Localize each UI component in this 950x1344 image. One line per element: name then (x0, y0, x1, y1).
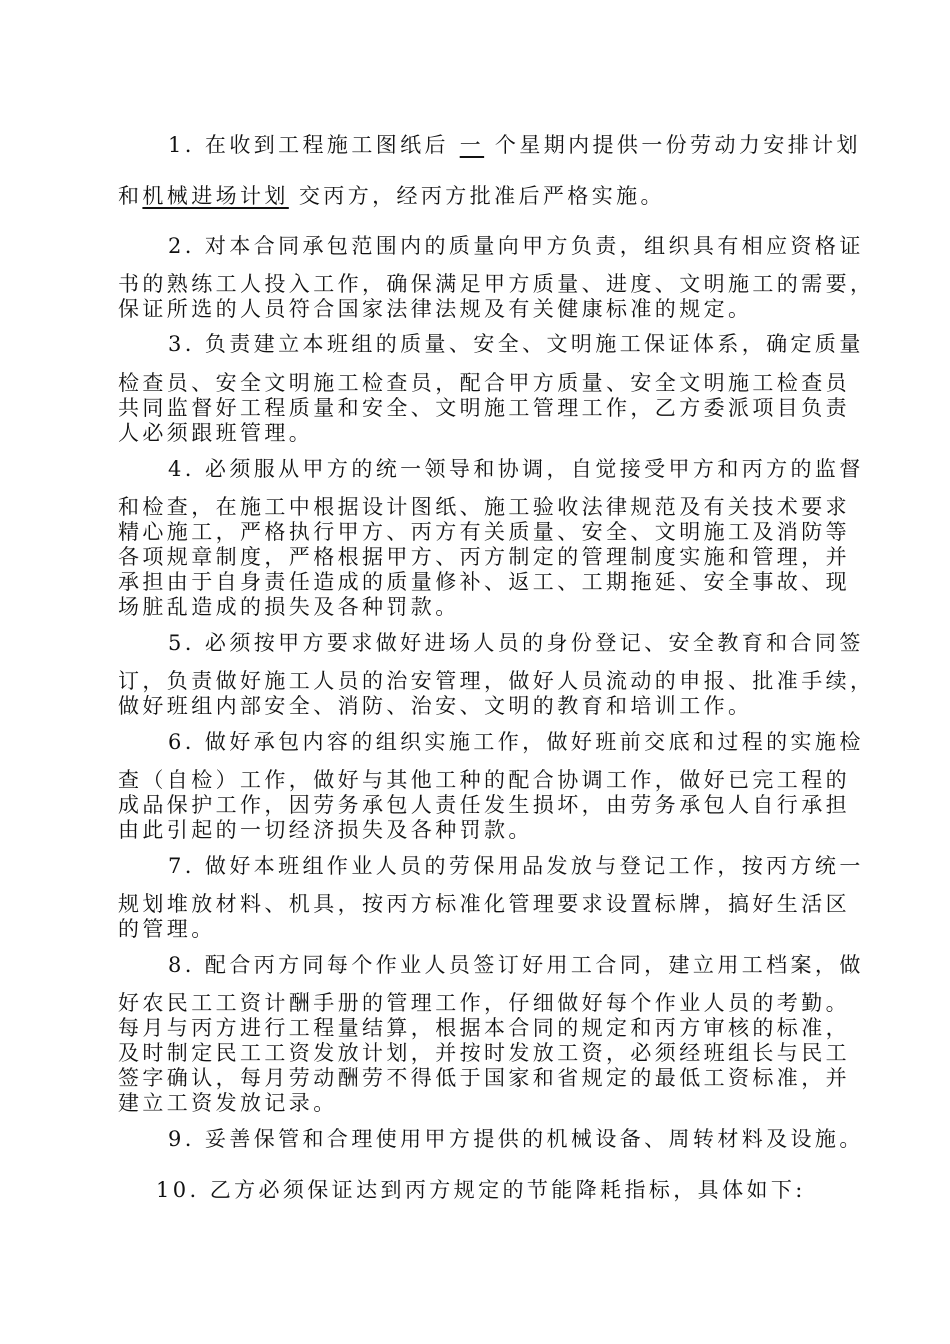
underlined-term: 机械进场计划 (142, 184, 289, 208)
item-8-line-4: 及时制定民工工资发放计划，并按时发放工资，必须经班组长与民工 (118, 1041, 850, 1065)
item-5-line-1 (168, 630, 864, 656)
item-number: 5. (168, 631, 195, 655)
item-7-line-3: 的管理。 (118, 917, 216, 941)
item-text: 必须按甲方要求做好进场人员的身份登记、安全教育和合同签 (204, 631, 864, 655)
item-text: 妥善保管和合理使用甲方提供的机械设备、周转材料及设施。 (204, 1127, 864, 1151)
item-8-line-6: 建立工资发放记录。 (118, 1091, 338, 1115)
item-2-line-3: 保证所选的人员符合国家法律法规及有关健康标准的规定。 (118, 297, 753, 321)
item-10-line-1 (156, 1177, 806, 1203)
item-text: 个星期内提供一份劳动力安排计划 (494, 133, 861, 157)
item-number: 7. (168, 854, 195, 878)
item-1-line-1 (168, 132, 861, 158)
item-text: 做好本班组作业人员的劳保用品发放与登记工作，按丙方统一 (204, 854, 864, 878)
item-text: 对本合同承包范围内的质量向甲方负责，组织具有相应资格证 (204, 234, 864, 258)
item-7-line-1 (168, 853, 864, 879)
item-8-line-2: 好农民工工资计酬手册的管理工作，仔细做好每个作业人员的考勤。 (118, 991, 850, 1015)
item-4-line-6: 场脏乱造成的损失及各种罚款。 (118, 595, 460, 619)
item-6-line-3: 成品保护工作，因劳务承包人责任发生损坏，由劳务承包人自行承担 (118, 793, 850, 817)
item-number: 6. (168, 730, 195, 754)
item-8-line-3: 每月与丙方进行工程量结算，根据本合同的规定和丙方审核的标准， (118, 1016, 850, 1040)
item-7-line-2: 规划堆放材料、机具，按丙方标准化管理要求设置标牌，搞好生活区 (118, 892, 850, 916)
item-4-line-3: 精心施工，严格执行甲方、丙方有关质量、安全、文明施工及消防等 (118, 520, 850, 544)
item-number: 3. (168, 332, 195, 356)
item-5-line-2: 订，负责做好施工人员的治安管理，做好人员流动的申报、批准手续， (118, 669, 875, 693)
item-8-line-5: 签字确认，每月劳动酬劳不得低于国家和省规定的最低工资标准，并 (118, 1066, 850, 1090)
item-4-line-5: 承担由于自身责任造成的质量修补、返工、工期拖延、安全事故、现 (118, 570, 850, 594)
item-text: 负责建立本班组的质量、安全、文明施工保证体系，确定质量 (204, 332, 864, 356)
item-8-line-1 (168, 952, 864, 978)
item-number: 8. (168, 953, 195, 977)
fill-in-blank: 一 (459, 133, 485, 157)
item-3-line-3: 共同监督好工程质量和安全、文明施工管理工作，乙方委派项目负责 (118, 396, 850, 420)
item-2-line-1 (168, 233, 864, 259)
item-number: 2. (168, 234, 195, 258)
item-text: 必须服从甲方的统一领导和协调，自觉接受甲方和丙方的监督 (204, 457, 864, 481)
item-4-line-1 (168, 456, 864, 482)
item-3-line-2: 检查员、安全文明施工检查员，配合甲方质量、安全文明施工检查员 (118, 371, 850, 395)
item-1-line-2 (118, 183, 665, 209)
item-number: 4. (168, 457, 195, 481)
item-text: 乙方必须保证达到丙方规定的节能降耗指标，具体如下: (209, 1178, 806, 1202)
item-text: 在收到工程施工图纸后 (204, 133, 449, 157)
item-3-line-4: 人必须跟班管理。 (118, 421, 314, 445)
item-9-line-1 (168, 1126, 864, 1152)
item-5-line-3: 做好班组内部安全、消防、治安、文明的教育和培训工作。 (118, 694, 753, 718)
item-6-line-4: 由此引起的一切经济损失及各种罚款。 (118, 818, 533, 842)
item-text: 做好承包内容的组织实施工作，做好班前交底和过程的实施检 (204, 730, 864, 754)
item-4-line-4: 各项规章制度，严格根据甲方、丙方制定的管理制度实施和管理，并 (118, 545, 850, 569)
item-4-line-2: 和检查，在施工中根据设计图纸、施工验收法律规范及有关技术要求 (118, 495, 850, 519)
item-2-line-2: 书的熟练工人投入工作，确保满足甲方质量、进度、文明施工的需要， (118, 272, 875, 296)
item-6-line-1 (168, 729, 864, 755)
item-3-line-1 (168, 331, 864, 357)
item-6-line-2: 查（自检）工作，做好与其他工种的配合协调工作，做好已完工程的 (118, 768, 850, 792)
item-number: 1. (168, 133, 195, 157)
item-text: 和 (118, 184, 143, 208)
item-number: 10. (156, 1178, 200, 1202)
item-text: 配合丙方同每个作业人员签订好用工合同，建立用工档案，做 (204, 953, 864, 977)
item-text: 交丙方，经丙方批准后严格实施。 (298, 184, 665, 208)
item-number: 9. (168, 1127, 195, 1151)
